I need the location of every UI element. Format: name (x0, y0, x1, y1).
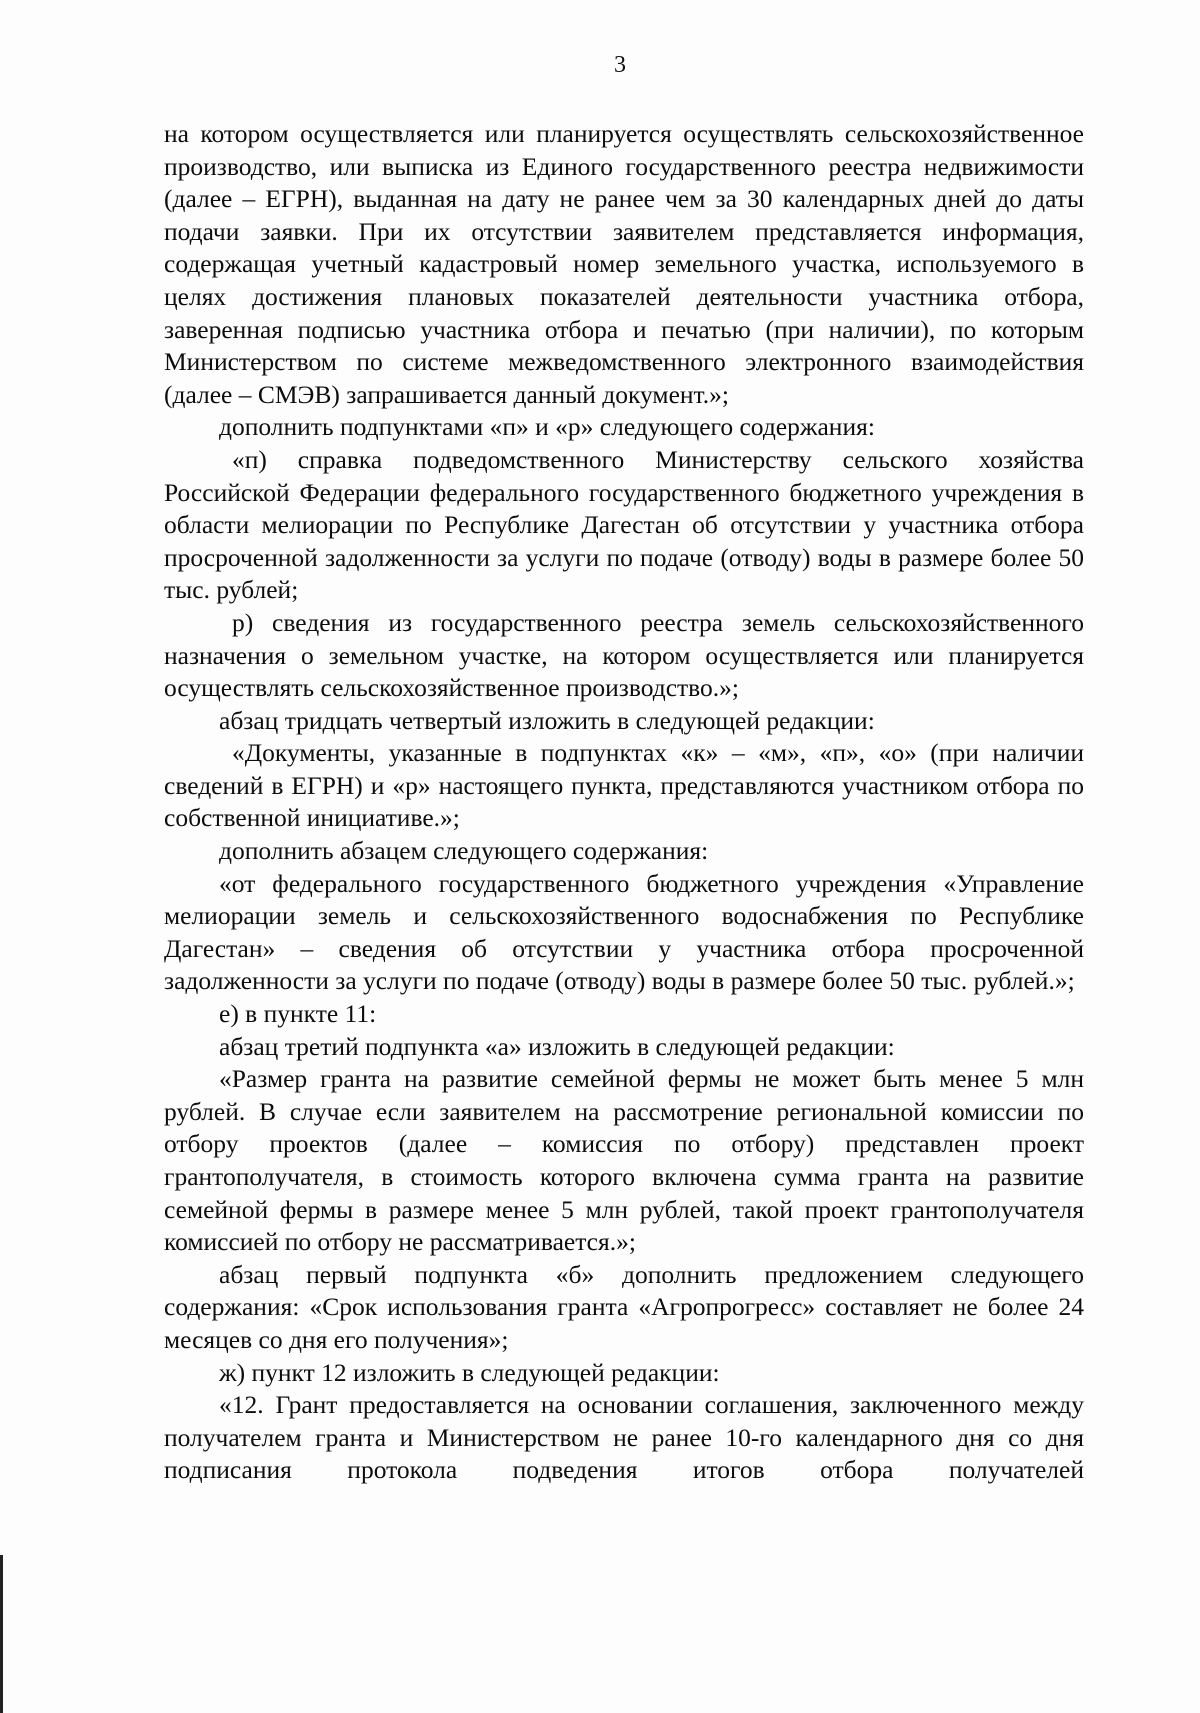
page-number: 3 (614, 52, 626, 78)
paragraph-subitem-p: «п) справка подведомственного Министерству сельского хозяйства Российской Федерации федерального государственного бюджетного учреждения в области мелиорации по Республике Дагестан об отсутствии у участника отбора просроченной задолженности за услуги по подаче (отводу) воды в размере более 50 тыс. рублей; (164, 444, 1084, 605)
paragraph-quote: «Документы, указанные в подпунктах «к» – «м», «п», «о» (при наличии сведений в ЕГРН) и «р» настоящего пункта, представляются участником отбора по собственной инициативе.»; (164, 738, 1084, 833)
paragraph-amendment: абзац тридцать четвертый изложить в следующей редакции: (219, 705, 875, 735)
paragraph-amendment: дополнить подпунктами «п» и «р» следующего содержания: (219, 412, 875, 442)
paragraph-item-e: е) в пункте 11: (219, 999, 377, 1029)
paragraph-amendment: дополнить абзацем следующего содержания: (219, 836, 709, 866)
paragraph-quote: «от федерального государственного бюджетного учреждения «Управление мелиорации земель и сельскохозяйственного водоснабжения по Республике Дагестан» – сведения об отсутствии у участника отбора просроченной задолженности за услуги по подаче (отводу) воды в размере более 50 тыс. рублей.»; (164, 868, 1084, 996)
paragraph-item-zh: ж) пункт 12 изложить в следующей редакции: (219, 1357, 720, 1387)
paragraph-quote: «Размер гранта на развитие семейной фермы не может быть менее 5 млн рублей. В случае если заявителем на рассмотрение региональной комиссии по отбору проектов (далее – комиссия по отбору) представлен проект грантополучателя, в стоимость которого включена сумма гранта на развитие семейной фермы в размере менее 5 млн рублей, такой проект грантополучателя комиссией по отбору не рассматривается.»; (164, 1064, 1084, 1257)
paragraph-amendment: абзац третий подпункта «а» изложить в следующей редакции: (219, 1031, 895, 1061)
paragraph-quote: «12. Грант предоставляется на основании соглашения, заключенного между получателем гранта и Министерством не ранее 10-го календарного дня со дня подписания протокола подведения итогов отбора получателей (164, 1390, 1084, 1485)
scan-edge-mark (0, 1555, 3, 1713)
paragraph-amendment: абзац первый подпункта «б» дополнить предложением следующего содержания: «Срок использования гранта «Агропрогресс» составляет не более 24 месяцев со дня его получения»; (164, 1259, 1084, 1354)
paragraph-subitem-r: р) сведения из государственного реестра земель сельскохозяйственного назначения о земельном участке, на котором осуществляется или планируется осуществлять сельскохозяйственное производство.»; (164, 607, 1084, 703)
paragraph-continuation: на котором осуществляется или планируется осуществлять сельскохозяйственное производство, или выписка из Единого государственного реестра недвижимости (далее – ЕГРН), выданная на дату не ранее чем за 30 календарных дней до даты подачи заявки. При их отсутствии заявителем представляется информация, содержащая учетный кадастровый номер земельного участка, используемого в целях достижения плановых показателей деятельности участника отбора, заверенная подписью участника отбора и печатью (при наличии), по которым Министерством по системе межведомственного электронного взаимодействия (далее – СМЭВ) запрашивается данный документ.»; (164, 119, 1084, 409)
document-body (164, 118, 1084, 1487)
